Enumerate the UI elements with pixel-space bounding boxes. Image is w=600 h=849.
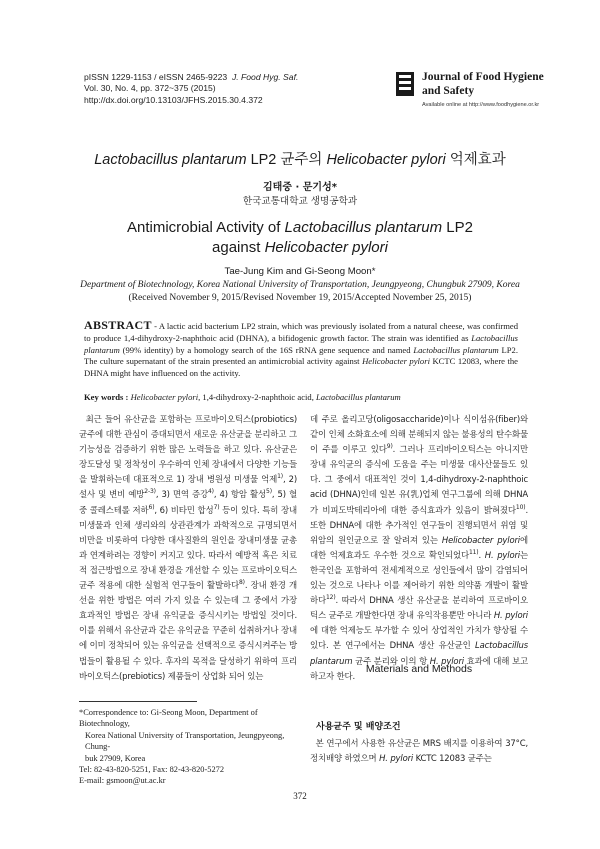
journal-header <box>84 72 298 106</box>
keywords: Key words : Helicobacter pylori, 1,4-dihydroxy-2-naphthoic acid, Lactobacillus plantarum <box>84 392 401 402</box>
authors-english: Tae-Jung Kim and Gi-Seong Moon* <box>224 266 376 277</box>
footnote-divider <box>79 701 197 702</box>
received-dates: (Received November 9, 2015/Revised November 19, 2015/Accepted November 25, 2015) <box>128 293 472 303</box>
section-heading: Materials and Methods <box>365 663 473 675</box>
doi-link[interactable]: http://dx.doi.org/10.13103/JFHS.2015.30.4.372 <box>84 94 263 105</box>
volume-line: Vol. 30, No. 4, pp. 372~375 (2015) <box>84 83 216 94</box>
body-text-right: 데 주로 올리고당(oligosaccharide)이나 식이섬유(fiber)와 같이 인체 소화효소에 의해 분해되지 않는 불용성의 탄수화물이 주를 이루고 있다$^{9)}$. 그러나 프리바이오틱스는 아니지만 장내 유익균의 증식에 도움을 주는 미생물 대사산물들도 있다. 그 중에서 대표적인 것이 1,4-dihydroxy-2-naphthoic acid (DHNA)인데 일본 유(乳)업체 연구그룹에 의해 DHNA가 비피도박테리아에 대한 증식효과가 있음이 밝혀졌다$^{10)}$. 또한 DHNA에 대한 추가적인 연구들이 진행되면서 위염 및 위암의 원인균으로 잘 알려져 있는 Helicobacter pylori에 대한 억제효과도 우수한 것으로 확인되었다$^{11)}$. H. pylori는 한국인을 포함하여 전세계적으로 성인들에서 많이 감염되어 있는 것으로 나타나 이를 제어하기 위한 의약품 개발이 활발하다$^{12)}$. 따라서 DHNA 생산 유산균을 분리하여 프로바이오틱스 균주로 개발한다면 장내 유익작용뿐만 아니라 H. pylori에 대한 억제능도 부가할 수 있어 상업적인 가치가 향상될 수 있다. 본 연구에서는 DHNA 생산 유산균인 Lactobacillus plantarum 균주 분리와 이의 항 H. pylori 효과에 대해 보고하고자 한다. <box>310 414 528 681</box>
logo-title: Journal of Food Hygiene and Safety <box>422 71 544 97</box>
logo-url[interactable]: Available online at http://www.foodhygiene.or.kr <box>422 102 540 108</box>
page-number: 372 <box>293 791 307 801</box>
affiliation-english: Department of Biotechnology, Korea National University of Transportation, Jeungpyeong, Chungbuk 27909, Korea <box>80 280 520 290</box>
journal-abbr: J. Food Hyg. Saf. <box>231 72 299 82</box>
authors-korean: 김태중 · 문기성* <box>263 182 337 193</box>
journal-logo-icon <box>396 72 414 96</box>
methods-text: 본 연구에서 사용한 유산균은 MRS 배지를 이용하여 37°C, 정치배양 하였으며 H. pylori KCTC 12083 균주는 <box>310 738 528 764</box>
issn: pISSN 1229-1153 / eISSN 2465-9223 <box>84 72 228 82</box>
keywords-label: Key words : <box>84 392 129 402</box>
email[interactable]: E-mail: gsmoon@ut.ac.kr <box>79 776 166 786</box>
body-text-left: 최근 들어 유산균을 포함하는 프로바이오틱스(probiotics) 균주에 대한 관심이 증대되면서 새로운 유산균을 분리하고 그 기능성을 검증하기 위한 많은 노력들을 하고 있다. 유산균은 장도달성 및 정착성이 우수하여 인체 장내에서 다양한 기능들을 발휘하는데 대표적으로 1) 장내 병원성 미생물 억제$^{1)}$, 2) 설사 및 변비 예방$^{2-3)}$, 3) 면역 증강$^{4)}$, 4) 항암 활성$^{5)}$, 5) 혈중 콜레스테롤 저하$^{6)}$, 6) 비타민 합성$^{7)}$ 등이 있다. 특히 장내미생물과 인체 생리와의 상관관계가 과학적으로 규명되면서 비만을 비롯하여 다양한 대사질환의 원인을 장내미생물 균총과 연계하려는 경향이 커지고 있다. 따라서 예방적 혹은 치료적 접근방법으로 장내 환경을 개선할 수 있는 프로바이오틱스 균주 적용에 대한 실험적 연구들이 활발하다$^{8)}$. 장내 환경 개선을 위한 방법은 여러 가지 있을 수 있는데 그 중에서 가장 효과적인 방법은 장내 유익균을 증식시키는 방법일 것이다. 이를 위해서 유산균과 같은 유익균을 꾸준히 섭취하거나 장내에 이미 정착되어 있는 유익균을 선택적으로 증식시켜주는 방법들이 활용될 수 있다. 후자의 목적을 달성하기 위하여 프리바이오틱스(prebiotics) 제품들이 상업화 되어 있는 <box>79 414 297 681</box>
title-korean: Lactobacillus plantarum LP2 균주의 Helicobacter pylori 억제효과 <box>94 152 506 168</box>
correspondence-footnote: *Correspondence to: Gi-Seong Moon, Department of Biotechnology, Korea National University of Transportation, Jeungpyeong, Chung- buk 27909, Korea Tel: 82-43-820-5251, Fax: 82-43-820-5272 E-mail: gsmoon@ut.ac.kr <box>79 707 301 787</box>
title-english: Antimicrobial Activity of Lactobacillus plantarum LP2 against Helicobacter pylori <box>126 219 473 256</box>
abstract-label: ABSTRACT <box>84 318 152 332</box>
abstract: ABSTRACT - A lactic acid bacterium LP2 strain, which was previously isolated from a natural cheese, was confirmed to produce 1,4-dihydroxy-2-naphthoic acid (DHNA), a bifidogenic growth factor. The strain was identified as Lactobacillus plantarum (99% identity) by a homology search of the 16S rRNA gene sequence and named Lactobacillus plantarum LP2. The culture supernatant of the strain presented an antimicrobial activity against Helicobacter pylori KCTC 12083, where the DHNA might have influenced on the activity. <box>84 318 519 379</box>
affiliation-korean: 한국교통대학교 생명공학과 <box>242 196 358 207</box>
subsection-heading: 사용균주 및 배양조건 <box>316 722 401 732</box>
